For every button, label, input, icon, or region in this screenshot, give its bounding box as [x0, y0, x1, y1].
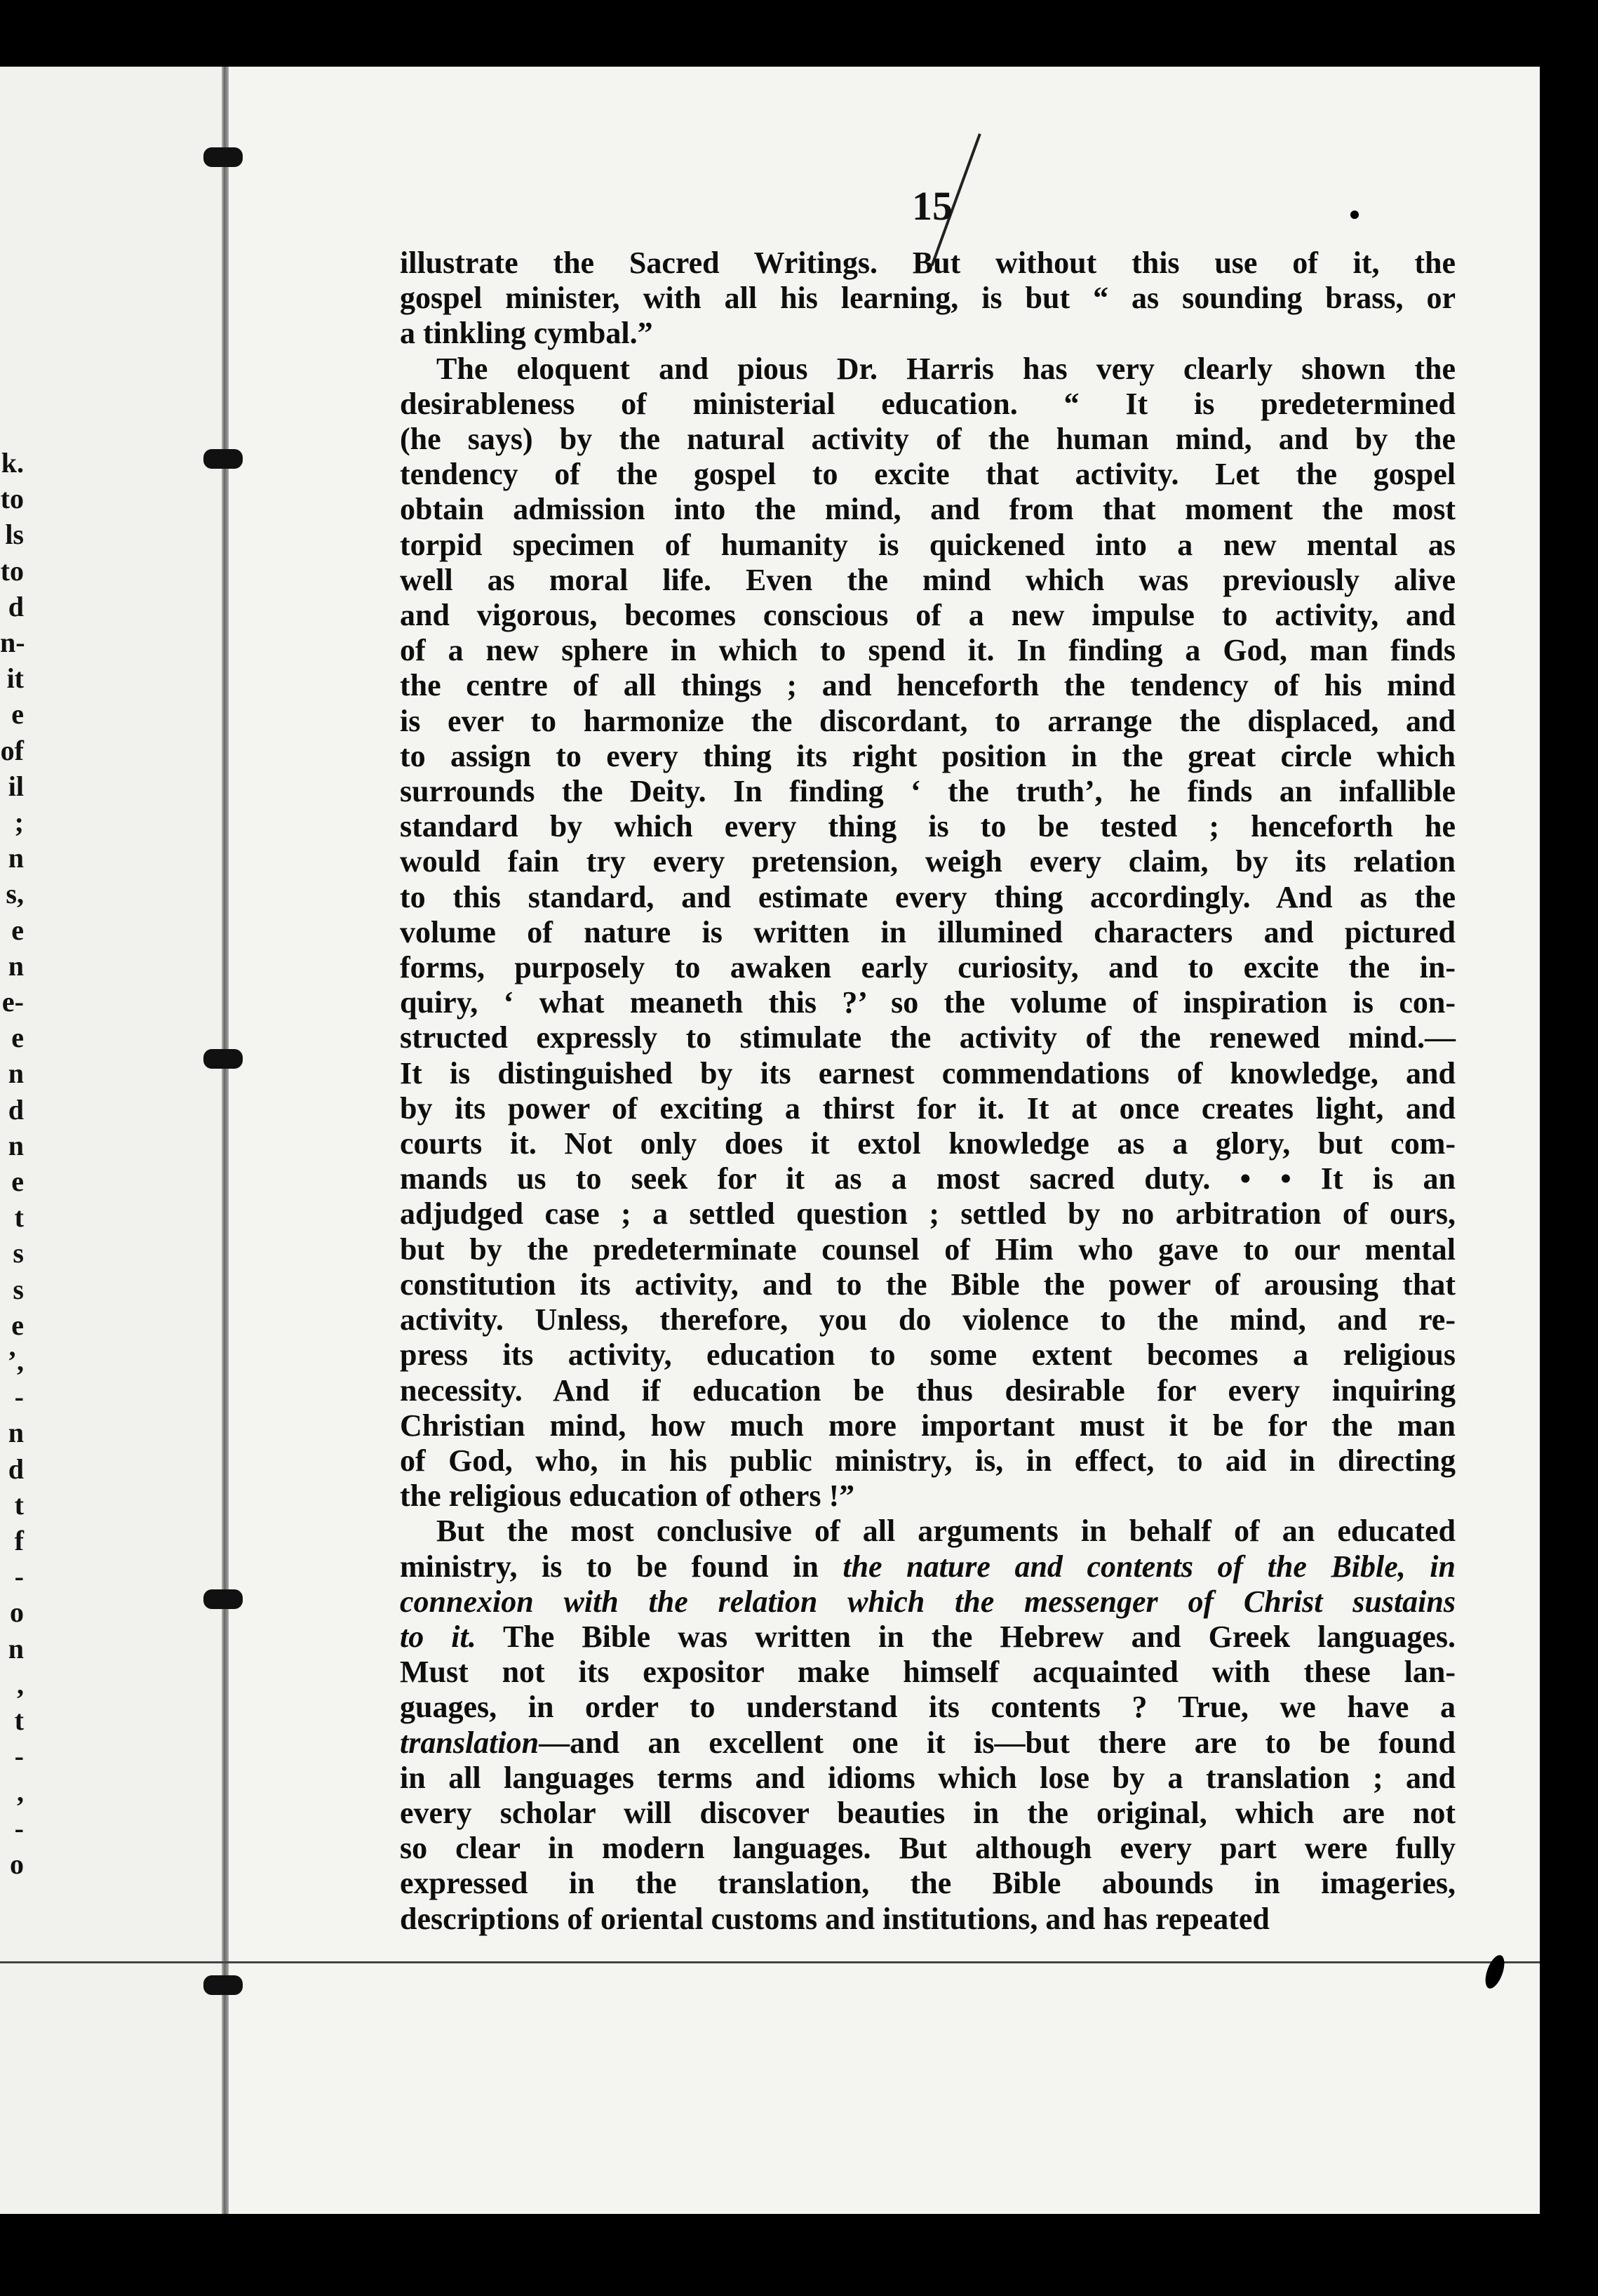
margin-fragment-text: - [14, 1561, 24, 1593]
margin-fragment-text: n [8, 1632, 24, 1664]
margin-fragment-text: s, [6, 878, 24, 910]
text-line: expressed in the translation, the Bible abounds in imageries, [400, 1866, 1456, 1901]
margin-fragment-text: - [14, 1812, 24, 1844]
margin-fragment-text: s [13, 1273, 24, 1305]
text-line [400, 1549, 1456, 1584]
margin-fragment-text: ’, [7, 1345, 24, 1377]
text-line: of God, who, in his public ministry, is, in effect, to aid in directing [400, 1443, 1456, 1478]
ink-blot [1350, 211, 1359, 219]
text-line: every scholar will discover beauties in the original, which are not [400, 1795, 1456, 1830]
paragraph [400, 246, 1456, 352]
margin-fragment-text: il [8, 770, 24, 802]
text-line: tendency of the gospel to excite that activity. Let the gospel [400, 457, 1456, 492]
text-line: But the most conclusive of all arguments in behalf of an educated [436, 1514, 1456, 1549]
text-line: the centre of all things ; and henceforth the tendency of his mind [400, 668, 1456, 703]
margin-fragment-text: to [0, 554, 24, 587]
margin-fragment-text: n [8, 1417, 24, 1449]
text-line: (he says) by the natural activity of the human mind, and by the [400, 422, 1456, 457]
margin-fragment-text: n [8, 949, 24, 982]
text-line: would fain try every pretension, weigh every claim, by its relation [400, 844, 1456, 879]
text-line: gospel minister, with all his learning, is but “ as sounding brass, or [400, 281, 1456, 316]
text-line: forms, purposely to awaken early curiosity, and to excite the in- [400, 950, 1456, 985]
margin-fragment-text: e [11, 1022, 24, 1054]
text-line: is ever to harmonize the discordant, to arrange the displaced, and [400, 703, 1456, 738]
margin-fragment-text: o [10, 1848, 24, 1880]
margin-fragment-text: t [14, 1704, 24, 1736]
body-text [400, 246, 1456, 1937]
text-line: but by the predeterminate counsel of Him who gave to our mental [400, 1232, 1456, 1267]
text-line: torpid specimen of humanity is quickened into a new mental as [400, 527, 1456, 562]
text-line: guages, in order to understand its contents ? True, we have a [400, 1690, 1456, 1725]
margin-fragment-text: d [8, 590, 24, 622]
margin-fragment-text: e [11, 914, 24, 946]
text-line: quiry, ‘ what meaneth this ?’ so the volume of inspiration is con- [400, 985, 1456, 1020]
text-line: obtain admission into the mind, and from that moment the most [400, 492, 1456, 527]
text-line: well as moral life. Even the mind which was previously alive [400, 562, 1456, 597]
text-line: adjudged case ; a settled question ; settled by no arbitration of ours, [400, 1196, 1456, 1232]
text-line [400, 1584, 1456, 1620]
text-line: the religious education of others !” [400, 1479, 855, 1514]
margin-fragment-text: e [11, 1166, 24, 1197]
margin-fragment-text: ls [5, 519, 24, 551]
margin-fragment-text: , [17, 1776, 24, 1808]
scan-edge-line [0, 1961, 1540, 1963]
ink-blot [1482, 1953, 1508, 1991]
margin-fragment-text: e- [1, 986, 24, 1017]
text-line: structed expressly to stimulate the activity of the renewed mind.— [400, 1020, 1456, 1055]
paragraph [400, 1514, 1456, 1936]
margin-fragment-text: n [8, 1129, 24, 1161]
text-line: of a new sphere in which to spend it. In finding a God, man finds [400, 633, 1456, 668]
margin-fragment-text: d [8, 1453, 24, 1485]
text-line: and vigorous, becomes conscious of a new impulse to activity, and [400, 598, 1456, 633]
italic-emphasis: to it. [400, 1619, 476, 1654]
text-line: It is distinguished by its earnest commendations of knowledge, and [400, 1055, 1456, 1090]
text-line: a tinkling cymbal.” [400, 316, 653, 351]
margin-fragment-text: f [14, 1525, 24, 1556]
text-line: Christian mind, how much more important must it be for the man [400, 1408, 1456, 1443]
margin-fragment-text: o [10, 1596, 24, 1629]
margin-fragment-text: to [0, 483, 24, 515]
margin-fragment-text: ; [14, 806, 24, 838]
text-line: illustrate the Sacred Writings. But without this use of it, the [400, 246, 1456, 280]
text-line [400, 1620, 1456, 1655]
paragraph [400, 352, 1456, 1514]
margin-fragment-text: d [8, 1093, 24, 1126]
margin-fragment-text: n [8, 842, 24, 874]
binding-stitch-mark [203, 1589, 243, 1609]
margin-fragment-text: k. [1, 447, 24, 479]
text-line: necessity. And if education be thus desirable for every inquiring [400, 1373, 1456, 1408]
text-line: courts it. Not only does it extol knowledge as a glory, but com- [400, 1126, 1456, 1161]
text-run: ministry, is to be found in [400, 1549, 843, 1584]
text-line: press its activity, education to some extent becomes a religious [400, 1337, 1456, 1373]
text-line: in all languages terms and idioms which lose by a translation ; and [400, 1760, 1456, 1795]
margin-fragment-text: n- [0, 627, 25, 658]
text-line: so clear in modern languages. But although every part were fully [400, 1831, 1456, 1866]
margin-fragment-text: , [17, 1668, 24, 1700]
text-line: mands us to seek for it as a most sacred duty. • • It is an [400, 1161, 1456, 1196]
binding-gutter [222, 67, 229, 2214]
binding-stitch-mark [203, 449, 243, 469]
text-line [400, 1726, 1456, 1761]
text-line: constitution its activity, and to the Bible the power of arousing that [400, 1267, 1456, 1302]
binding-stitch-mark [203, 147, 243, 167]
page-sheet [0, 67, 1540, 2214]
margin-fragment-text: t [14, 1488, 24, 1521]
text-line: surrounds the Deity. In finding ‘ the truth’, he finds an infallible [400, 774, 1456, 809]
text-line: to assign to every thing its right position in the great circle which [400, 738, 1456, 773]
margin-fragment-text: - [14, 1740, 24, 1773]
text-line: by its power of exciting a thirst for it. It at once creates light, and [400, 1090, 1456, 1126]
text-line: desirableness of ministerial education. “ It is predetermined [400, 386, 1456, 421]
margin-fragment-text: e [11, 1309, 24, 1341]
italic-emphasis: connexion with the relation which the messenger of Christ sustains [400, 1584, 1456, 1619]
binding-stitch-mark [203, 1049, 243, 1069]
margin-fragment-text: - [14, 1381, 24, 1413]
text-line: volume of nature is written in illumined characters and pictured [400, 914, 1456, 949]
text-run: —and an excellent one it is—but there are to be found [539, 1725, 1456, 1760]
margin-fragment-text: of [0, 734, 24, 766]
margin-fragment-text: it [6, 662, 24, 695]
italic-emphasis: the nature and contents of the Bible, in [842, 1549, 1456, 1584]
margin-fragment-text: s [13, 1237, 24, 1269]
adjacent-page-fragment [0, 67, 224, 2214]
text-line: standard by which every thing is to be tested ; henceforth he [400, 809, 1456, 844]
page-number: 15 [912, 183, 953, 229]
margin-fragment-text: n [8, 1057, 24, 1090]
italic-emphasis: translation [400, 1725, 539, 1760]
margin-fragment-text: e [11, 698, 24, 730]
text-line: Must not its expositor make himself acquainted with these lan- [400, 1655, 1456, 1690]
binding-stitch-mark [203, 1975, 243, 1995]
text-line: descriptions of oriental customs and institutions, and has repeated [400, 1901, 1270, 1936]
text-run: The Bible was written in the Hebrew and Greek languages. [476, 1619, 1456, 1654]
margin-fragment-text: t [14, 1201, 24, 1234]
text-line: activity. Unless, therefore, you do violence to the mind, and re- [400, 1302, 1456, 1337]
text-line: to this standard, and estimate every thing accordingly. And as the [400, 879, 1456, 914]
text-line: The eloquent and pious Dr. Harris has very clearly shown the [436, 351, 1456, 386]
